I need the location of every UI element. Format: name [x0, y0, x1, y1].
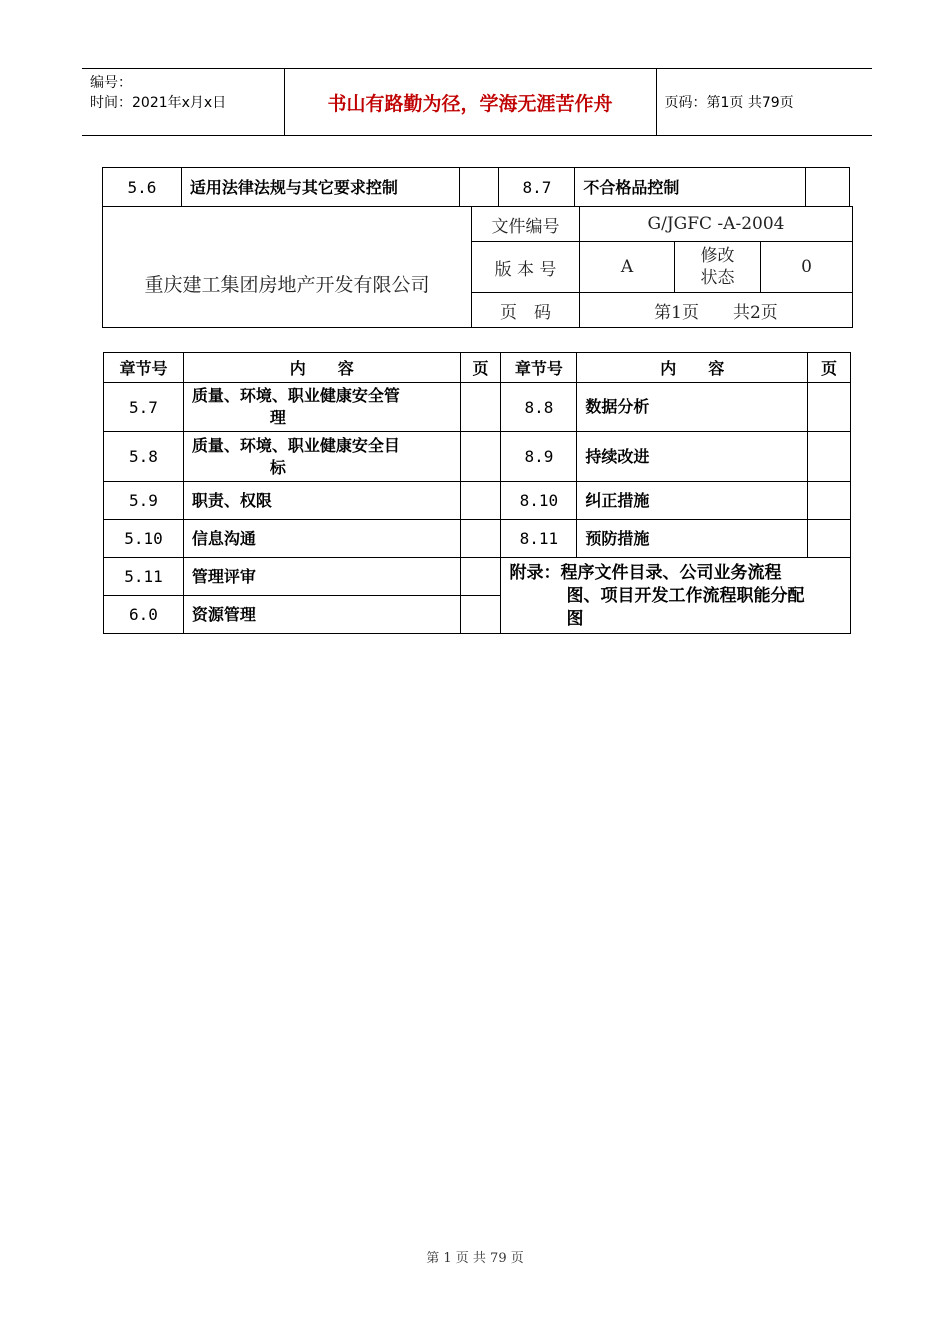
page-cell: [460, 520, 501, 558]
chapter-number: 5.6: [103, 168, 182, 208]
toc-row-5-6: [102, 167, 850, 207]
chapter-title: 适用法律法规与其它要求控制: [181, 168, 459, 208]
header-content: 内 容: [577, 353, 808, 383]
version-value: A: [580, 242, 675, 293]
header-chapter: 章节号: [104, 353, 184, 383]
header-page: 页: [808, 353, 851, 383]
header-page: 页: [460, 353, 501, 383]
table-row: [104, 482, 851, 520]
table-row: [104, 432, 851, 482]
page-cell: [460, 432, 501, 482]
page-cell: [806, 168, 850, 208]
table-row: [104, 558, 851, 596]
chapter-number: 5.9: [104, 482, 184, 520]
chapter-title: 质量、环境、职业健康安全管 理: [183, 383, 460, 432]
chapter-title: 持续改进: [577, 432, 808, 482]
revision-value: 0: [761, 242, 853, 293]
chapter-number: 8.8: [501, 383, 577, 432]
page-footer: 第 1 页 共 79 页: [426, 1251, 524, 1266]
time-text: 时间：2021年x月x日: [90, 95, 227, 111]
company-name: 重庆建工集团房地产开发有限公司: [103, 207, 472, 328]
chapter-title: 管理评审: [183, 558, 460, 596]
chapter-title: 信息沟通: [183, 520, 460, 558]
chapter-number: 8.11: [501, 520, 577, 558]
page-cell: [460, 482, 501, 520]
page-cell: [460, 596, 501, 634]
header-motto: 书山有路勤为径，学海无涯苦作舟: [284, 69, 656, 136]
chapter-number: 8.9: [501, 432, 577, 482]
chapter-number: 6.0: [104, 596, 184, 634]
chapter-number: 5.10: [104, 520, 184, 558]
header-meta: [82, 69, 284, 136]
chapter-title: 不合格品控制: [575, 168, 806, 208]
page-cell: [808, 482, 851, 520]
page-header: [82, 68, 872, 136]
chapter-title: 数据分析: [577, 383, 808, 432]
chapter-number: 5.11: [104, 558, 184, 596]
document-info-table: [102, 206, 853, 328]
page-cell: [459, 168, 499, 208]
doc-no-label: 文件编号: [472, 207, 580, 242]
version-label: 版 本 号: [472, 242, 580, 293]
doc-no-value: G/JGFC -A-2004: [580, 207, 853, 242]
page-value: 第1页 共2页: [580, 293, 853, 328]
chapter-title: 资源管理: [183, 596, 460, 634]
chapter-title: 质量、环境、职业健康安全目 标: [183, 432, 460, 482]
page-cell: [808, 520, 851, 558]
chapter-number: 5.8: [104, 432, 184, 482]
table-row: [104, 383, 851, 432]
chapter-number: 8.7: [499, 168, 575, 208]
chapter-title: 预防措施: [577, 520, 808, 558]
table-row: [104, 520, 851, 558]
chapter-title: 职责、权限: [183, 482, 460, 520]
appendix-cell: 附录：程序文件目录、公司业务流程 图、项目开发工作流程职能分配 图: [501, 558, 851, 634]
serial-label: 编号：: [90, 75, 132, 91]
page-label: 页 码: [472, 293, 580, 328]
page-cell: [460, 383, 501, 432]
header-page-info: 页码：第1页 共79页: [664, 95, 794, 111]
chapter-number: 5.7: [104, 383, 184, 432]
chapter-number: 8.10: [501, 482, 577, 520]
page-cell: [808, 432, 851, 482]
page-cell: [808, 383, 851, 432]
contents-table: [103, 352, 851, 634]
page-cell: [460, 558, 501, 596]
header-content: 内 容: [183, 353, 460, 383]
header-chapter: 章节号: [501, 353, 577, 383]
revision-label: 修改 状态: [675, 242, 761, 293]
chapter-title: 纠正措施: [577, 482, 808, 520]
